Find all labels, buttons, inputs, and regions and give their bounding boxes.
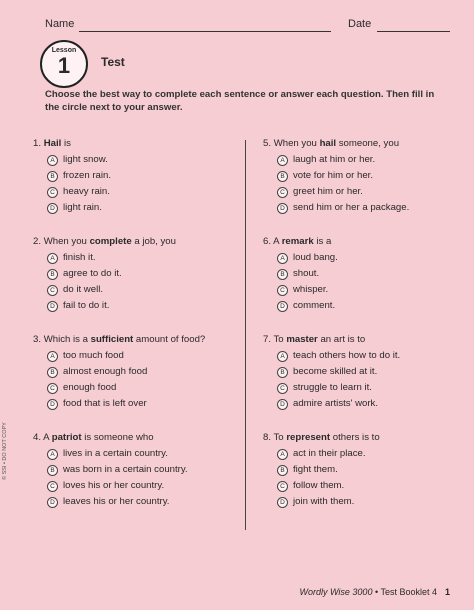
question-stem — [33, 430, 233, 446]
answer-text: almost enough food — [63, 366, 148, 377]
question-number: 1. — [33, 138, 42, 149]
answer-option[interactable] — [33, 446, 233, 462]
question-stem — [263, 136, 463, 152]
question-stem — [263, 332, 463, 348]
stem-text-after: others is to — [330, 432, 380, 443]
answer-option[interactable] — [263, 298, 463, 314]
stem-text-before: When you — [273, 138, 320, 149]
answer-text: send him or her a package. — [293, 202, 410, 213]
answer-option[interactable] — [263, 462, 463, 478]
question-stem — [33, 234, 233, 250]
answer-text: comment. — [293, 300, 336, 311]
stem-text-after: is a — [313, 236, 332, 247]
answer-bubble[interactable]: D — [277, 203, 288, 214]
answer-bubble[interactable]: D — [277, 497, 288, 508]
answer-text: light rain. — [63, 202, 102, 213]
answer-text: heavy rain. — [63, 186, 110, 197]
answer-text: agree to do it. — [63, 268, 122, 279]
page-title: Test — [101, 55, 125, 69]
answer-option[interactable] — [33, 250, 233, 266]
answer-bubble[interactable]: D — [277, 399, 288, 410]
answer-text: lives in a certain country. — [63, 448, 168, 459]
answer-text: loud bang. — [293, 252, 338, 263]
answer-bubble[interactable]: B — [277, 367, 288, 378]
answer-option[interactable] — [33, 282, 233, 298]
answer-bubble[interactable]: A — [47, 351, 58, 362]
answer-option[interactable] — [263, 168, 463, 184]
answer-bubble[interactable]: C — [47, 481, 58, 492]
answer-option[interactable] — [33, 478, 233, 494]
stem-keyword: master — [286, 334, 318, 345]
footer-booklet: • Test Booklet 4 — [372, 587, 437, 597]
stem-text-before: To — [273, 334, 287, 345]
column-divider — [245, 140, 246, 530]
answer-bubble[interactable]: C — [47, 383, 58, 394]
answer-text: teach others how to do it. — [293, 350, 401, 361]
answer-text: frozen rain. — [63, 170, 111, 181]
answer-option[interactable] — [263, 396, 463, 412]
answer-option[interactable] — [263, 380, 463, 396]
answer-option[interactable] — [33, 200, 233, 216]
answer-bubble[interactable]: A — [277, 155, 288, 166]
stem-text-after: a job, you — [131, 236, 176, 247]
stem-keyword: remark — [281, 236, 314, 247]
answer-bubble[interactable]: B — [277, 465, 288, 476]
answer-bubble[interactable]: C — [47, 187, 58, 198]
answer-option[interactable] — [33, 152, 233, 168]
answer-bubble[interactable]: B — [47, 269, 58, 280]
answer-option[interactable] — [263, 282, 463, 298]
answer-bubble[interactable]: A — [47, 449, 58, 460]
stem-text-after: is someone who — [81, 432, 154, 443]
answer-text: follow them. — [293, 480, 345, 491]
answer-option[interactable] — [33, 494, 233, 510]
answer-text: was born in a certain country. — [63, 464, 188, 475]
question-stem — [263, 430, 463, 446]
question-number: 8. — [263, 432, 272, 443]
question-5 — [263, 136, 463, 216]
answer-bubble[interactable]: B — [277, 269, 288, 280]
answer-option[interactable] — [263, 348, 463, 364]
stem-text-after: someone, you — [336, 138, 400, 149]
answer-option[interactable] — [263, 200, 463, 216]
answer-bubble[interactable]: D — [277, 301, 288, 312]
stem-keyword: represent — [286, 432, 331, 443]
header-row — [45, 18, 450, 34]
stem-text-after: is — [61, 138, 71, 149]
stem-keyword: patriot — [51, 432, 82, 443]
question-number: 2. — [33, 236, 42, 247]
answer-text: fight them. — [293, 464, 338, 475]
question-4 — [33, 430, 233, 510]
answer-bubble[interactable]: B — [277, 171, 288, 182]
answer-option[interactable] — [263, 152, 463, 168]
stem-text-after: an art is to — [317, 334, 366, 345]
answer-bubble[interactable]: A — [277, 351, 288, 362]
answer-text: become skilled at it. — [293, 366, 378, 377]
date-label: Date — [348, 18, 372, 30]
answer-option[interactable] — [33, 462, 233, 478]
answer-text: shout. — [293, 268, 320, 279]
stem-text-before: A — [43, 432, 52, 443]
question-number: 7. — [263, 334, 272, 345]
answer-text: food that is left over — [63, 398, 147, 409]
question-1 — [33, 136, 233, 216]
answer-bubble[interactable]: A — [277, 253, 288, 264]
answer-text: struggle to learn it. — [293, 382, 372, 393]
question-stem — [33, 136, 233, 152]
question-stem — [33, 332, 233, 348]
date-line[interactable] — [377, 31, 450, 32]
stem-keyword: sufficient — [90, 334, 134, 345]
answer-bubble[interactable]: B — [47, 367, 58, 378]
answer-bubble[interactable]: C — [277, 285, 288, 296]
answer-bubble[interactable]: D — [47, 203, 58, 214]
stem-text-before: To — [273, 432, 287, 443]
lesson-label: Lesson — [51, 47, 77, 54]
answer-text: light snow. — [63, 154, 108, 165]
answer-bubble[interactable]: C — [277, 383, 288, 394]
answer-bubble[interactable]: A — [277, 449, 288, 460]
answer-text: loves his or her country. — [63, 480, 165, 491]
stem-text-before: When you — [43, 236, 90, 247]
answer-text: finish it. — [63, 252, 96, 263]
answer-option[interactable] — [33, 184, 233, 200]
answer-bubble[interactable]: B — [47, 465, 58, 476]
answer-text: too much food — [63, 350, 124, 361]
question-number: 6. — [263, 236, 272, 247]
answer-text: do it well. — [63, 284, 103, 295]
answer-option[interactable] — [263, 364, 463, 380]
lesson-badge — [40, 40, 90, 86]
footer-book-title: Wordly Wise 3000 — [299, 587, 373, 597]
answer-option[interactable] — [33, 396, 233, 412]
question-6 — [263, 234, 463, 314]
answer-bubble[interactable]: A — [47, 253, 58, 264]
answer-option[interactable] — [263, 494, 463, 510]
stem-text-after: amount of food? — [133, 334, 206, 345]
footer — [300, 587, 451, 597]
answer-option[interactable] — [33, 380, 233, 396]
question-7 — [263, 332, 463, 412]
answer-text: whisper. — [293, 284, 329, 295]
stem-keyword: hail — [319, 138, 337, 149]
question-2 — [33, 234, 233, 314]
answer-option[interactable] — [33, 266, 233, 282]
answer-bubble[interactable]: D — [47, 301, 58, 312]
answer-text: leaves his or her country. — [63, 496, 170, 507]
answer-bubble[interactable]: A — [47, 155, 58, 166]
question-number: 3. — [33, 334, 42, 345]
page-number: 1 — [444, 587, 450, 597]
answer-text: act in their place. — [293, 448, 366, 459]
answer-option[interactable] — [33, 348, 233, 364]
question-number: 5. — [263, 138, 272, 149]
answer-bubble[interactable]: C — [277, 187, 288, 198]
answer-option[interactable] — [263, 250, 463, 266]
answer-option[interactable] — [263, 446, 463, 462]
answer-bubble[interactable]: D — [47, 399, 58, 410]
answer-text: enough food — [63, 382, 117, 393]
stem-keyword: complete — [89, 236, 132, 247]
instructions: Choose the best way to complete each sentence or answer each question. Then fill in the circle next to your answer. — [45, 89, 435, 113]
answer-option[interactable] — [33, 364, 233, 380]
copyright-note: © SSI • DO NOT COPY — [2, 422, 8, 480]
question-stem — [263, 234, 463, 250]
answer-text: admire artists' work. — [293, 398, 378, 409]
stem-keyword: Hail — [43, 138, 62, 149]
question-number: 4. — [33, 432, 42, 443]
answer-text: fail to do it. — [63, 300, 110, 311]
answer-text: greet him or her. — [293, 186, 363, 197]
answer-option[interactable] — [33, 168, 233, 184]
answer-bubble[interactable]: B — [47, 171, 58, 182]
answer-bubble[interactable]: D — [47, 497, 58, 508]
stem-text-before: Which is a — [43, 334, 91, 345]
answer-text: join with them. — [293, 496, 355, 507]
answer-text: vote for him or her. — [293, 170, 373, 181]
question-8 — [263, 430, 463, 510]
answer-option[interactable] — [263, 184, 463, 200]
answer-option[interactable] — [263, 478, 463, 494]
question-3 — [33, 332, 233, 412]
answer-bubble[interactable]: C — [277, 481, 288, 492]
answer-option[interactable] — [33, 298, 233, 314]
stem-text-before: A — [273, 236, 282, 247]
answer-option[interactable] — [263, 266, 463, 282]
name-label: Name — [45, 18, 75, 30]
answer-bubble[interactable]: C — [47, 285, 58, 296]
name-line[interactable] — [79, 31, 331, 32]
answer-text: laugh at him or her. — [293, 154, 376, 165]
lesson-number: 1 — [57, 53, 71, 78]
